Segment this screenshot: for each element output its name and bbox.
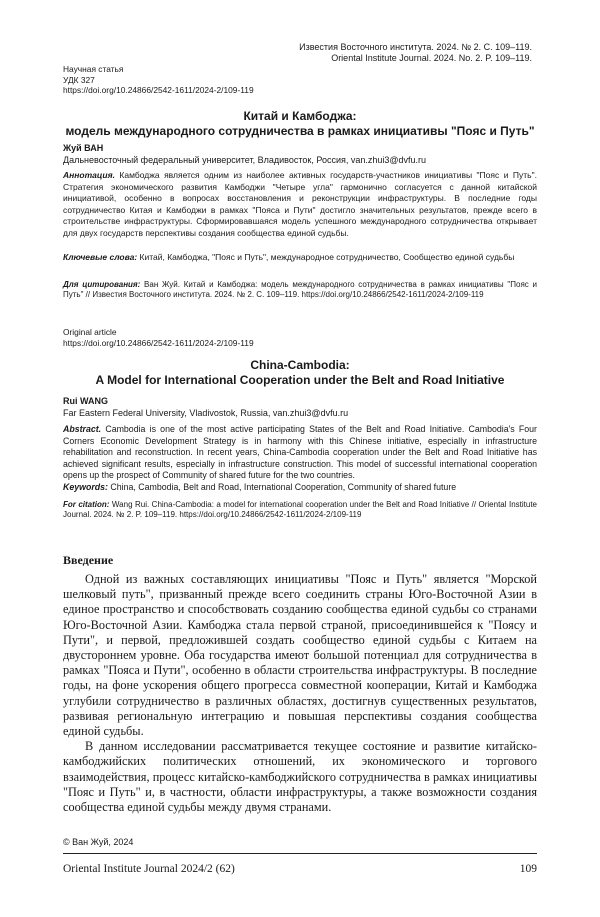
ru-abstract-text: Камбоджа является одним из наиболее активных государств-участников инициативы "Пояс и Путь". Стратегия экономического развития Камбоджи "Четыре угла" гармонично согласуется с данной китайской инициативой, особенно в вопросах восстановления и реконструкции инфраструктуры. В последние годы сотрудничество Китая и Камбоджи в рамках "Пояса и Пути" достигло значительных результатов, прежде всего в строительстве инфраструктуры. Сформировавшаяся модель успешного международного сотрудничества открывает для двух государств перспективы создания сообщества единой судьбы. xyxy=(63,170,537,238)
footer-divider xyxy=(63,853,537,854)
ru-abstract xyxy=(63,170,537,240)
ru-citation-text: Ван Жуй. Китай и Камбоджа: модель международного сотрудничества в рамках инициативы "Пояс и Путь" // Известия Восточного института. 2024. № 2. С. 109–119. https://doi.org/10.24866/2542-1611/2024-2/109-119 xyxy=(63,280,537,299)
en-article-type: Original article xyxy=(63,327,117,337)
en-keywords-text: China, Cambodia, Belt and Road, International Cooperation, Community of shared future xyxy=(107,482,457,492)
page-number: 109 xyxy=(519,863,537,875)
ru-title xyxy=(63,109,537,138)
ru-abstract-label: Аннотация. xyxy=(63,170,115,180)
ru-keywords-label: Ключевые слова: xyxy=(63,252,138,262)
ru-citation-label: Для цитирования: xyxy=(63,280,141,289)
ru-doi[interactable]: https://doi.org/10.24866/2542-1611/2024-2/109-119 xyxy=(63,85,254,95)
journal-reference-en: Oriental Institute Journal. 2024. No. 2. P. 109–119. xyxy=(331,53,532,63)
copyright-notice: © Ван Жуй, 2024 xyxy=(63,837,134,847)
journal-reference-ru: Известия Восточного института. 2024. № 2. С. 109–119. xyxy=(299,42,532,52)
en-author: Rui WANG xyxy=(63,396,108,406)
ru-title-line1: Китай и Камбоджа: xyxy=(243,109,357,123)
en-doi[interactable]: https://doi.org/10.24866/2542-1611/2024-2/109-119 xyxy=(63,337,254,348)
en-title-line1: China-Cambodia: xyxy=(250,358,350,372)
body-paragraph-1: Одной из важных составляющих инициативы "Пояс и Путь" является "Морской шелковый путь", призванный прежде всего соединить страны Юго-Восточной Азии в единое пространство и способствовать созданию сообщества единой судьбы со странами Юго-Восточной Азии. Камбоджа стала первой страной, присоединившейся к "Поясу и Пути", и первой, предложившей создать сообщество единой судьбы с Китаем на двустороннем уровне. Оба государства имеют большой потенциал для сотрудничества в рамках "Пояса и Пути", особенно в области строительства инфраструктуры. В последние годы, на фоне ускорения общего прогресса совместной кооперации, Китай и Камбоджа углубили сотрудничество в различных областях, достигнув существенных результатов, развивая региональную интеграцию и повышая перспективы создания сообщества единой судьбы. xyxy=(63,572,537,739)
ru-keywords-text: Китай, Камбоджа, "Пояс и Путь", международное сотрудничество, Сообщество единой судьбы xyxy=(137,252,515,262)
ru-meta xyxy=(63,64,254,96)
en-abstract-label: Abstract. xyxy=(63,424,102,434)
en-abstract-text: Cambodia is one of the most active participating States of the Belt and Road Initiative. Cambodia's Four Corners Economic Development Strategy is in harmony with this Chinese initiative, especially in infrastructure rehabilitation and reconstruction. In recent years, China-Cambodia cooperation under the Belt and Road Initiative has achieved significant results, especially in infrastructure construction. This model of successful international cooperation opens up the prospect of Community of shared future for the two countries. xyxy=(63,424,537,481)
ru-udk: УДК 327 xyxy=(63,74,95,85)
en-meta xyxy=(63,327,254,348)
ru-citation xyxy=(63,280,537,300)
en-citation xyxy=(63,500,537,520)
ru-keywords xyxy=(63,252,537,264)
en-keywords xyxy=(63,482,537,494)
en-citation-label: For citation: xyxy=(63,500,110,509)
en-affiliation: Far Eastern Federal University, Vladivostok, Russia, van.zhui3@dvfu.ru xyxy=(63,408,349,418)
footer-journal: Oriental Institute Journal 2024/2 (62) xyxy=(63,863,235,875)
ru-title-line2: модель международного сотрудничества в рамках инициативы "Пояс и Путь" xyxy=(65,123,535,138)
section-heading-introduction: Введение xyxy=(63,553,114,567)
journal-reference xyxy=(299,42,532,64)
en-keywords-label: Keywords: xyxy=(63,482,108,492)
ru-article-type: Научная статья xyxy=(63,64,124,74)
body-paragraph-2: В данном исследовании рассматривается текущее состояние и развитие китайско-камбоджийских политических отношений, их экономического и торгового взаимодействия, процесс китайско-камбоджийского сотрудничества в рамках инициативы "Пояс и Путь" и, в частности, области инфраструктуры, а также возможности создания сообщества единой судьбы между двумя странами. xyxy=(63,739,537,815)
en-abstract xyxy=(63,424,537,482)
en-citation-text: Wang Rui. China-Cambodia: a model for international cooperation under the Belt and Road Initiative // Oriental Institute Journal. 2024. № 2. P. 109–119. https://doi.org/10.24866/2542-1611/2024-2/109-119 xyxy=(63,500,538,519)
body-text xyxy=(63,572,537,815)
ru-author: Жуй ВАН xyxy=(63,143,104,153)
en-title-line2: A Model for International Cooperation under the Belt and Road Initiative xyxy=(95,372,505,387)
ru-affiliation: Дальневосточный федеральный университет, Владивосток, Россия, van.zhui3@dvfu.ru xyxy=(63,155,427,165)
en-title xyxy=(63,358,537,387)
